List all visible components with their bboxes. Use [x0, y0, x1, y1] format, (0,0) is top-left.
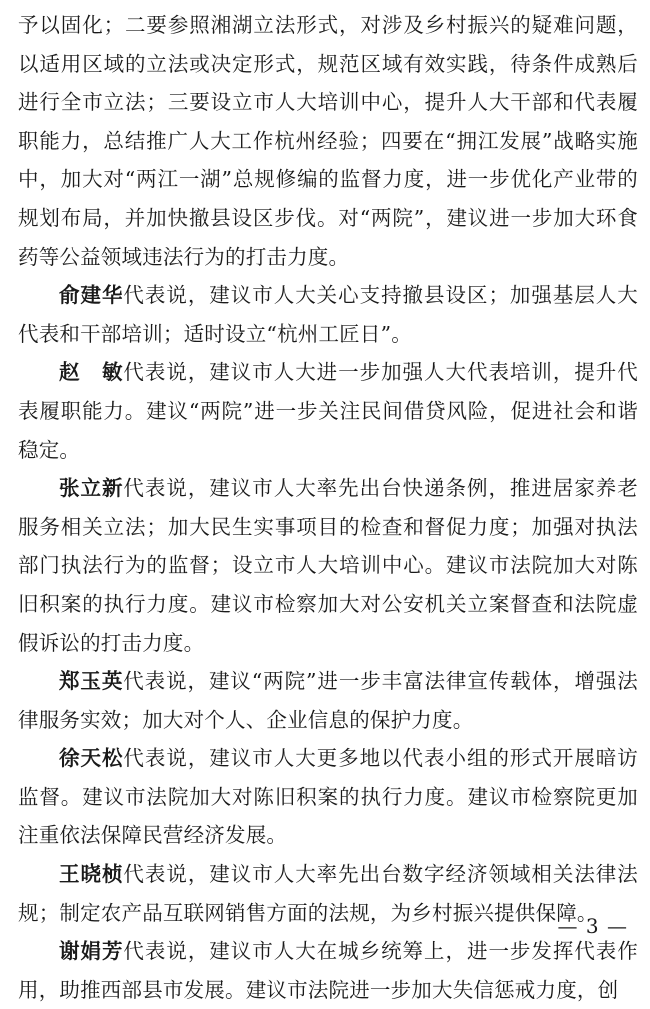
paragraph-speech — [18, 855, 638, 932]
paragraph-text: 代表说，建议市人大率先出台数字经济领域相关法律法规；制定农产品互联网销售方面的法规，为乡村振兴提供保障。 — [18, 862, 638, 925]
paragraph-speech — [18, 932, 638, 1009]
paragraph-speech — [18, 276, 638, 353]
paragraph-speech — [18, 662, 638, 739]
paragraph-text: 代表说，建议市人大率先出台快递条例，推进居家养老服务相关立法；加大民生实事项目的检查和督促力度；加强对执法部门执法行为的监督；设立市人大培训中心。建议市法院加大对陈旧积案的执行力度。建议市检察加大对公安机关立案督查和法院虚假诉讼的打击力度。 — [18, 476, 638, 655]
speaker-name: 张立新 — [59, 476, 124, 501]
paragraph-continuation — [18, 6, 638, 276]
paragraph-text: 代表说，建议市人大关心支持撤县设区；加强基层人大代表和干部培训；适时设立“杭州工匠日”。 — [18, 283, 638, 346]
paragraph-speech — [18, 469, 638, 662]
speaker-name: 俞建华 — [59, 283, 124, 308]
paragraph-text: 代表说，建议“两院”进一步丰富法律宣传载体，增强法律服务实效；加大对个人、企业信息的保护力度。 — [18, 669, 638, 732]
speaker-name: 郑玉英 — [59, 669, 124, 694]
paragraph-text: 代表说，建议市人大进一步加强人大代表培训，提升代表履职能力。建议“两院”进一步关注民间借贷风险，促进社会和谐稳定。 — [18, 360, 638, 462]
paragraph-text: 予以固化；二要参照湘湖立法形式，对涉及乡村振兴的疑难问题，以适用区域的立法或决定形式，规范区域有效实践，待条件成熟后进行全市立法；三要设立市人大培训中心，提升人大干部和代表履职能力，总结推广人大工作杭州经验；四要在“拥江发展”战略实施中，加大对“两江一湖”总规修编的监督力度，进一步优化产业带的规划布局，并加快撤县设区步伐。对“两院”，建议进一步加大环食药等公益领域违法行为的打击力度。 — [18, 13, 638, 269]
speaker-name: 王晓桢 — [59, 862, 124, 887]
paragraph-speech — [18, 353, 638, 469]
paragraph-text: 代表说，建议市人大更多地以代表小组的形式开展暗访监督。建议市法院加大对陈旧积案的执行力度。建议市检察院更加注重依法保障民营经济发展。 — [18, 746, 638, 848]
speaker-name: 徐天松 — [59, 746, 124, 771]
document-body — [18, 6, 638, 1009]
paragraph-text: 代表说，建议市人大在城乡统筹上，进一步发挥代表作用，助推西部县市发展。建议市法院进一步加大失信惩戒力度，创 — [18, 939, 638, 1002]
speaker-name: 谢娟芳 — [59, 939, 124, 964]
page-number: — 3 — — [557, 914, 628, 938]
paragraph-speech — [18, 739, 638, 855]
speaker-name: 赵 敏 — [59, 360, 124, 385]
